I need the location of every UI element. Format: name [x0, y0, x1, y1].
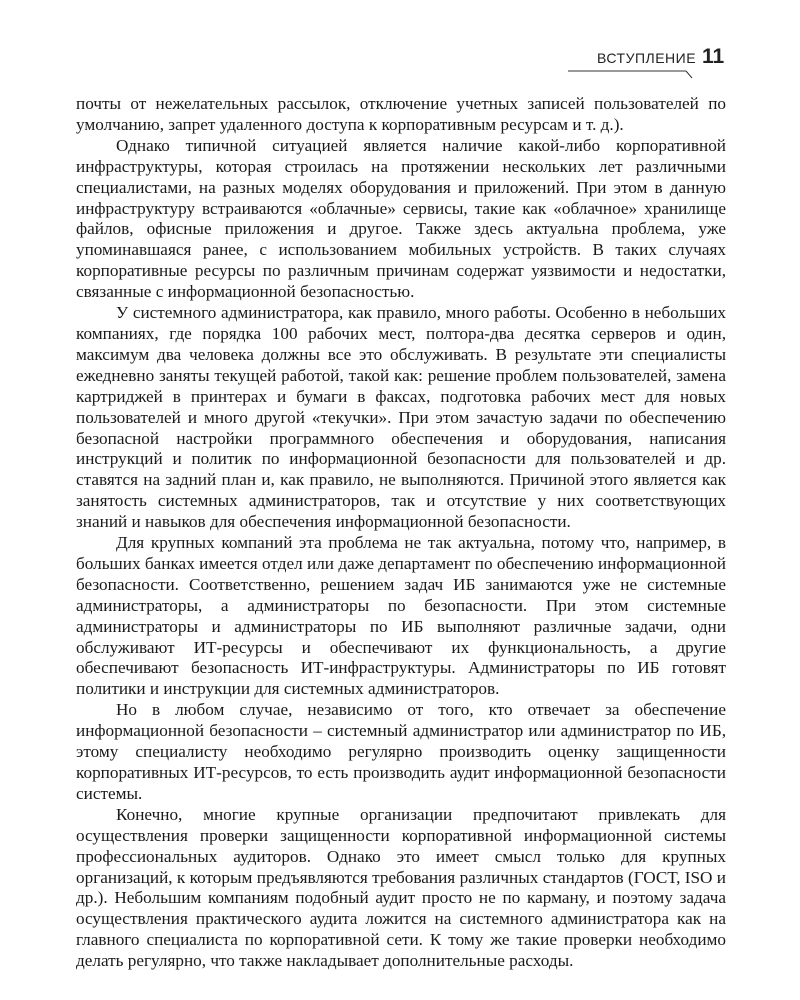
body-text [76, 94, 726, 972]
paragraph: Конечно, многие крупные организации предпочитают привлекать для осуществления проверки защищенности корпоративной информационной системы профессиональных аудиторов. Однако это имеет смысл только для крупных организаций, к которым предъявляются требования различных стандартов (ГОСТ, ISO и др.). Небольшим компаниям подобный аудит просто не по карману, и поэтому задача осуществления практического аудита ложится на системного администратора как на главного специалиста по корпоративной сети. К тому же такие проверки необходимо делать регулярно, что также накладывает дополнительные расходы. [76, 804, 726, 971]
header-rule [0, 0, 800, 80]
paragraph: У системного администратора, как правило, много работы. Особенно в небольших компаниях, где порядка 100 рабочих мест, полтора-два десятка серверов и один, максимум два человека должны все это обслуживать. В результате эти специалисты ежедневно заняты текущей работой, такой как: решение проблем пользователей, замена картриджей в принтерах и бумаги в факсах, подготовка рабочих мест для новых пользователей и много другой «текучки». При этом зачастую задачи по обеспечению безопасной настройки программного обеспечения и оборудования, написания инструкций и политик по информационной безопасности для пользователей и др. ставятся на задний план и, как правило, не выполняются. Причиной этого является как занятость системных администраторов, так и отсутствие у них соответствующих знаний и навыков для обеспечения информационной безопасности. [76, 303, 726, 532]
page-header [0, 0, 800, 80]
paragraph: Для крупных компаний эта проблема не так актуальна, потому что, например, в больших банках имеется отдел или даже департамент по обеспечению информационной безопасности. Соответственно, решением задач ИБ занимаются уже не системные администраторы, а администраторы по безопасности. При этом системные администраторы и администраторы по ИБ выполняют различные задачи, одни обслуживают ИТ-ресурсы и обеспечивают их функциональность, а другие обеспечивают безопасность ИТ-инфраструктуры. Администраторы по ИБ готовят политики и инструкции для системных администраторов. [76, 533, 726, 699]
section-title: ВСТУПЛЕНИЕ [597, 50, 697, 66]
page-number: 11 [702, 45, 725, 68]
paragraph: Но в любом случае, независимо от того, кто отвечает за обеспечение информационной безопасности – системный администратор или администратор по ИБ, этому специалисту необходимо регулярно производить оценку защищенности корпоративных ИТ-ресурсов, то есть производить аудит информационной безопасности системы. [76, 700, 726, 803]
paragraph: почты от нежелательных рассылок, отключение учетных записей пользователей по умолчанию, запрет удаленного доступа к корпоративным ресурсам и т. д.). [76, 94, 726, 134]
paragraph: Однако типичной ситуацией является наличие какой-либо корпоративной инфраструктуры, которая строилась на протяжении нескольких лет различными специалистами, на разных моделях оборудования и приложений. При этом в данную инфраструктуру встраиваются «облачные» сервисы, такие как «облачное» хранилище файлов, офисные приложения и другое. Также здесь актуальна проблема, уже упоминавшаяся ранее, с использованием мобильных устройств. В таких случаях корпоративные ресурсы по различным причинам содержат уязвимости и недостатки, связанные с информационной безопасностью. [76, 135, 726, 302]
